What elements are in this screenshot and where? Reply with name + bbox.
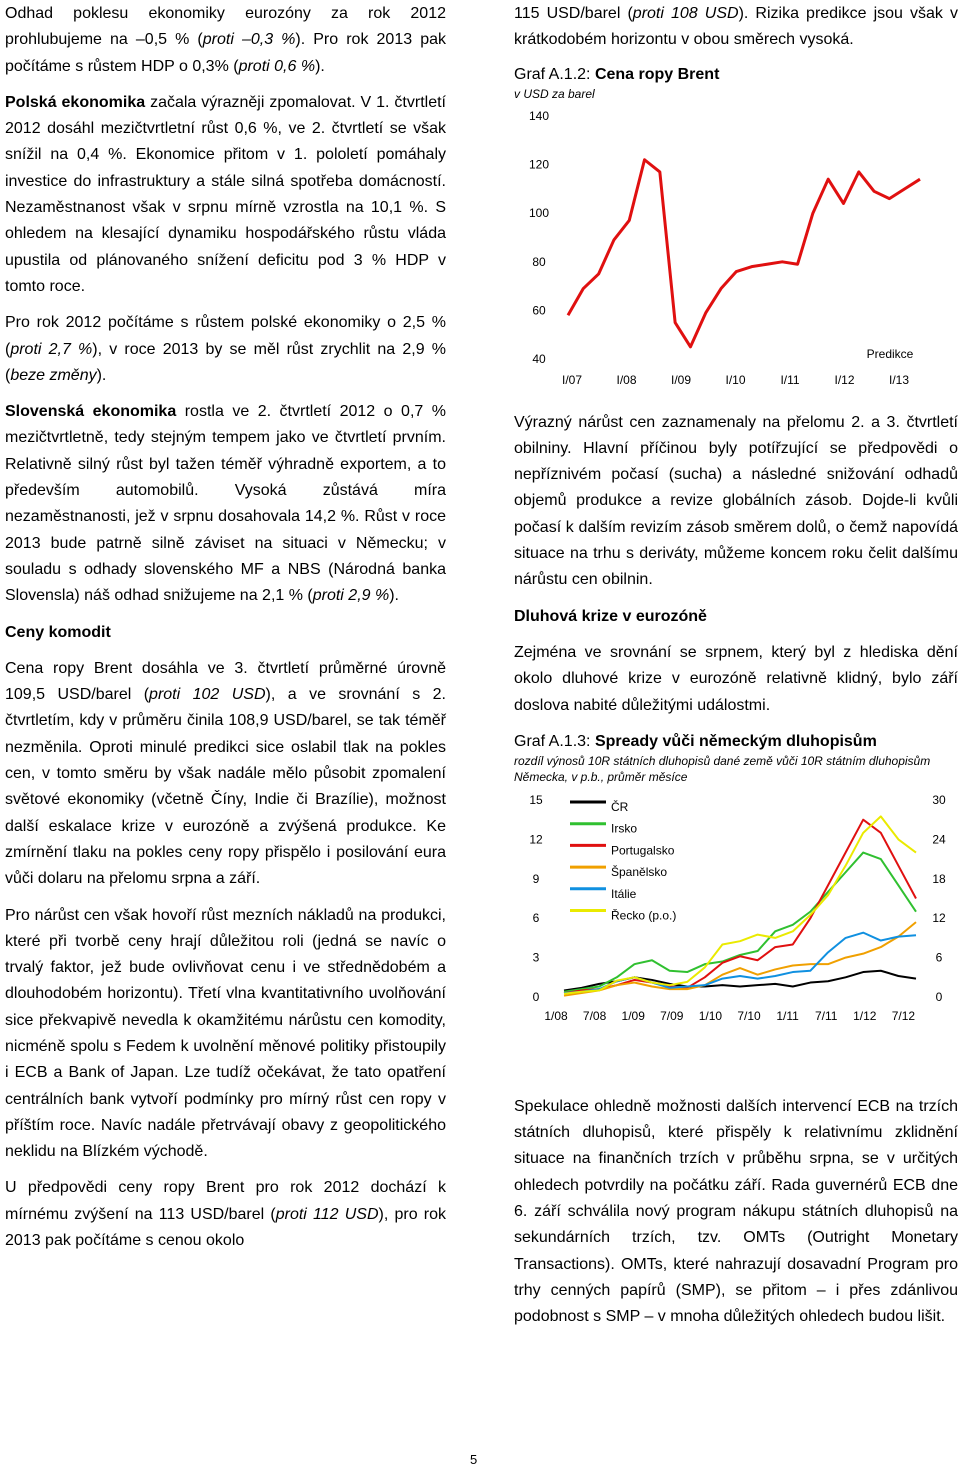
x-tick-label: 1/12 [853,1008,877,1023]
paragraph-poland-forecast: Pro rok 2012 počítáme s růstem polské ekonomiky o 2,5 % (proti 2,7 %), v roce 2013 by se měl růst zrychlit na 2,9 % (beze změny). [5,314,447,384]
spreads-chart [514,785,958,1090]
x-tick-label: I/12 [834,372,855,387]
chart1-subtitle: v USD za barel [514,86,595,101]
y-tick-label: 120 [528,157,550,172]
paragraph-september: Zejména ve srovnání se srpnem, který byl z hlediska dění okolo dluhové krize v eurozóně relativně klidný, bylo září doslova nabité důležitými událostmi. [514,643,958,714]
y-right-tick-label: 18 [932,871,946,886]
x-tick-label: I/08 [616,372,637,387]
y-left-tick-label: 12 [529,832,543,847]
x-tick-label: 7/09 [660,1008,684,1023]
series-line-brent [568,159,920,346]
x-tick-label: 7/11 [814,1008,838,1023]
paragraph-brent: Cena ropy Brent dosáhla ve 3. čtvrtletí průměrné úrovně 109,5 USD/barel (proti 102 USD), a ve srovnání s 2. čtvrtletím, kdy v průměru činila 108,9 USD/barel, se tak téměř nezměnila. Oproti minulé predikci sice oslabil tlak na pokles cen, v tomto směru by však nadále mělo působit zpomalení světové ekonomiky (včetně Číny, Indie či Brazílie), možnost další eskalace krize v eurozóně a zvýšená produkce. Ke zmírnění tlaku na pokles ceny ropy přispělo i posilování eura vůči dolaru na přelomu srpna a září. [5,659,446,888]
legend-label: Itálie [611,886,637,901]
chart2-subtitle: rozdíl výnosů 10R státních dluhopisů dané země vůči 10R státním dluhopisům Německa, v p.b., průměr měsíce [514,753,931,784]
y-left-tick-label: 3 [532,950,540,965]
x-tick-label: I/09 [670,372,692,387]
page-number: 5 [470,1452,478,1467]
x-tick-label: 1/08 [544,1008,568,1023]
annotation-predikce: Predikce [866,346,914,361]
left-column [5,0,446,1254]
y-right-tick-label: 12 [932,911,946,926]
y-tick-label: 80 [532,254,546,269]
x-tick-label: 7/12 [891,1008,916,1023]
chart1-title: Graf A.1.2: Cena ropy Brent [514,65,720,83]
x-tick-label: 1/09 [621,1008,645,1023]
legend-label: Řecko (p.o.) [611,908,677,923]
y-tick-label: 40 [532,351,546,366]
paragraph-costs: Pro nárůst cen však hovoří růst mezních nákladů na produkci, které při tvorbě ceny hrají důležitou roli (jedná se navíc o trvalý faktor, jež bude ovlivňovat cenu i ve střednědobém a dlouhodobém horizontu). Třetí vlna kvantitativního uvolňování sice překvapivě nevedla k okamžitému nárůstu cen komodity, nicméně spolu s Fedem k uvolnění měnové politiky přistoupily i ECB a Bank of Japan. Lze tudíž očekávat, že tato opatření centrálních bank vytvoří podmínky pro mírný růst cen ropy v příštím roce. Navíc nadále přetrvávají obavy z geopolitického neklidu na Blízkém východě. [5,906,446,1161]
paragraph-slovakia: Slovenská ekonomika rostla ve 2. čtvrtletí 2012 o 0,7 % mezičtvrtletně, tedy stejným tempem jako ve čtvrtletí prvním. Relativně silný růst byl tažen téměř výhradně exportem, a to především automobilů. Vysoká zůstává míra nezaměstnanosti, jež v srpnu dosahovala 14,2 %. Růst v roce 2013 bude patrně silně záviset na situaci v Německu; v souladu s odhady slovenského MF a NBS (Národná banka Slovensla) náš odhad snižujeme na 2,1 % (proti 2,9 %). [5,403,447,605]
legend-label: Portugalsko [611,843,675,858]
heading-commodities: Ceny komodit [5,623,111,641]
y-left-tick-label: 9 [532,871,540,886]
chart2-title: Graf A.1.3: Spready vůči německým dluhopisům [514,732,877,750]
paragraph-continuation: 115 USD/barel (proti 108 USD). Rizika predikce jsou však v krátkodobém horizontu v obou směrech vysoká. [514,5,959,49]
x-tick-label: I/07 [561,372,583,387]
y-tick-label: 100 [528,205,550,220]
heading-debt-crisis: Dluhová krize v eurozóně [514,607,707,625]
y-left-tick-label: 0 [532,989,540,1004]
y-right-tick-label: 24 [932,832,946,847]
y-tick-label: 140 [528,108,550,123]
x-tick-label: 7/10 [737,1008,761,1023]
x-tick-label: I/10 [725,372,746,387]
right-column [514,0,958,1331]
y-right-tick-label: 30 [932,792,946,807]
legend-label: Irsko [611,821,638,836]
y-right-tick-label: 6 [935,950,943,965]
y-tick-label: 60 [532,302,546,317]
y-right-tick-label: 0 [935,989,943,1004]
paragraph-forecast-2012: U předpovědi ceny ropy Brent pro rok 2012 dochází k mírnému zvýšení na 113 USD/barel (proti 112 USD), pro rok 2013 pak počítáme s cenou okolo [5,1179,447,1250]
paragraph-poland: Polská ekonomika začala výrazněji zpomalovat. V 1. čtvrtletí 2012 dosáhl mezičtvrtletní růst 0,6 %, ve 2. čtvrtletí se však snížil na 0,4 %. Ekonomice přitom v 1. pololetí pomáhaly investice do infrastruktury a stále silná spotřeba domácností. Nezaměstnanost však v srpnu mírně vzrostla na 10,1 %. S ohledem na klesající dynamiku hospodářského růstu vláda upustila od plánovaného snížení deficitu pod 3 % HDP v tomto roce. [5,93,446,295]
paragraph-eurozone: Odhad poklesu ekonomiky eurozóny za rok 2012 prohlubujeme na –0,5 % (proti –0,3 %). Pro rok 2013 pak počítáme s růstem HDP o 0,3% (proti 0,6 %). [5,5,446,75]
x-tick-label: 7/08 [582,1008,607,1023]
legend-label: ČR [611,799,629,814]
x-tick-label: I/11 [780,372,800,387]
y-left-tick-label: 15 [529,792,543,807]
legend-label: Španělsko [611,864,668,879]
y-left-tick-label: 6 [532,911,540,926]
paragraph-ecb: Spekulace ohledně možnosti dalších intervencí ECB na trzích státních dluhopisů, které přispěly k relativnímu zklidnění situace na finančních trzích v průběhu srpna, se v určitých ohledech potvrdily na počátku září. Rada guvernérů ECB dne 6. září schválila nový program nákupu státních dluhopisů na sekundárních trzích, tzv. OMTs (Outright Monetary Transactions). OMTs, které nahrazují dosavadní Program pro trhy cenných papírů (SMP), se přitom – i přes zdánlivou podobnost s SMP – v mnoha důležitých ohledech budou lišit. [514,1097,958,1326]
paragraph-grains: Výrazný nárůst cen zaznamenaly na přelomu 2. a 3. čtvrtletí obilniny. Hlavní příčinou byly potířzující se předpovědi o nepříznivém počasí (sucha) a následné snižování odhadů objemů produkce a revize globálních zásob. Dojde-li kvůli počasí k dalším revizím zásob směrem dolů, o čemž napovídá situace na trhu s deriváty, můžeme koncem roku čelit dalšímu nárůstu cen obilnin. [514,413,958,589]
x-tick-label: I/13 [888,372,910,387]
x-tick-label: 1/11 [776,1008,799,1023]
x-tick-label: 1/10 [698,1008,723,1023]
brent-oil-chart [514,102,958,407]
